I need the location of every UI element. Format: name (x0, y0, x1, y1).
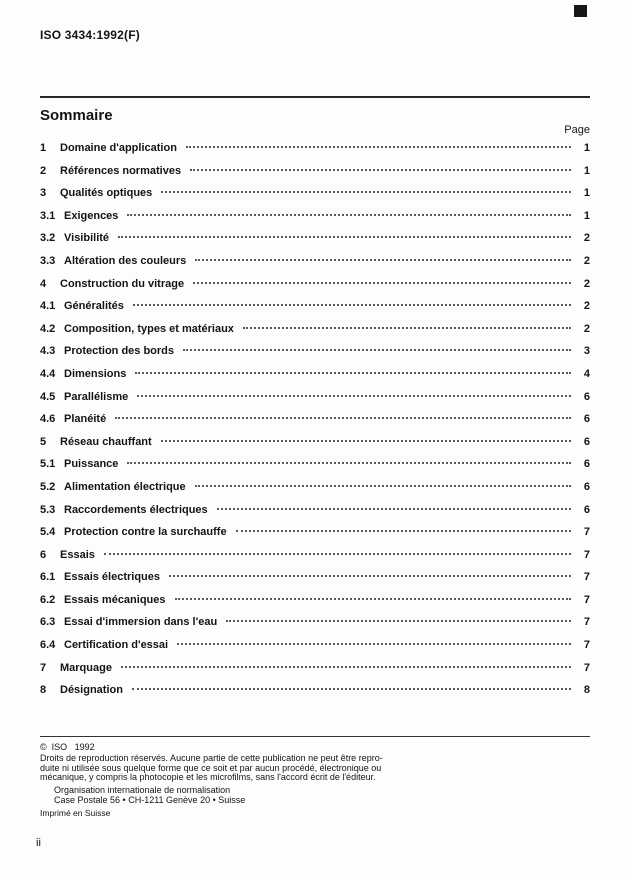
dot-leader (127, 214, 571, 216)
dot-leader (236, 530, 571, 532)
toc-entry-title: Protection des bords (64, 345, 175, 358)
document-reference: ISO 3434:1992(F) (40, 28, 140, 42)
toc-entry-title: Parallélisme (64, 390, 129, 403)
toc-row (40, 504, 590, 527)
dot-leader (177, 643, 571, 645)
toc-entry-number: 4.6 (40, 413, 56, 426)
toc-entry-page: 2 (583, 254, 590, 267)
toc-entry-title: Visibilité (64, 232, 110, 245)
toc-entry-title: Réseau chauffant (60, 435, 152, 448)
dot-leader (195, 259, 571, 261)
toc-entry-number: 3.2 (40, 232, 56, 245)
toc-entry-page: 6 (583, 435, 590, 448)
page-column-header: Page (564, 124, 590, 136)
toc-entry-number: 3.1 (40, 209, 56, 222)
toc-row (40, 436, 590, 459)
toc-entry-page: 7 (583, 526, 590, 539)
toc-entry-page: 6 (583, 390, 590, 403)
toc-entry-page: 6 (583, 458, 590, 471)
toc-entry-number: 3.3 (40, 254, 56, 267)
toc-entry-title: Puissance (64, 458, 119, 471)
toc-entry-number: 1 (40, 142, 47, 154)
footer-divider (40, 736, 590, 737)
toc-entry-page: 7 (583, 571, 590, 584)
toc-row (40, 300, 590, 323)
dot-leader (193, 282, 571, 284)
toc-entry-number: 4.5 (40, 390, 56, 403)
toc-entry-number: 6.1 (40, 571, 56, 584)
dot-leader (104, 553, 571, 555)
toc-entry-number: 3 (40, 187, 47, 200)
toc-entry-number: 7 (40, 661, 47, 674)
toc-row (40, 278, 590, 301)
toc-row (40, 323, 590, 346)
toc-entry-number: 5.4 (40, 526, 56, 539)
publisher-address: Case Postale 56 • CH-1211 Genève 20 • Suisse (54, 794, 246, 805)
toc-entry-title: Généralités (64, 300, 124, 313)
toc-entry-title: Altération des couleurs (64, 254, 187, 267)
toc-entry-page: 8 (583, 684, 590, 697)
dot-leader (243, 327, 571, 329)
toc-entry-page: 7 (583, 593, 590, 606)
toc-entry-title: Désignation (60, 684, 123, 697)
toc-entry-page: 2 (583, 232, 590, 245)
printed-in-note: Imprimé en Suisse (40, 807, 111, 818)
toc-entry-number: 6 (40, 548, 47, 561)
dot-leader (161, 191, 571, 193)
toc-row (40, 571, 590, 594)
toc-entry-title: Essais mécaniques (64, 593, 166, 606)
copyright-notice: © ISO 1992 (40, 742, 95, 752)
toc-entry-page: 1 (583, 209, 590, 222)
toc-entry-page: 2 (583, 277, 590, 290)
toc-entry-title: Domaine d'application (60, 142, 177, 154)
toc-entry-page: 7 (583, 639, 590, 652)
toc-entry-number: 8 (40, 684, 47, 697)
toc-entry-title: Composition, types et matériaux (64, 322, 234, 335)
dot-leader (133, 304, 571, 306)
toc-entry-page: 1 (583, 187, 590, 200)
toc-row (40, 142, 590, 165)
dot-leader (115, 417, 571, 419)
toc-entry-page: 6 (583, 480, 590, 493)
toc-entry-page: 2 (583, 322, 590, 335)
dot-leader (118, 236, 571, 238)
dot-leader (169, 575, 571, 577)
toc-entry-number: 5.1 (40, 458, 56, 471)
toc-heading: Sommaire (40, 107, 113, 124)
toc-entry-number: 2 (40, 164, 47, 177)
dot-leader (183, 349, 571, 351)
toc-entry-title: Dimensions (64, 367, 127, 380)
toc-row (40, 165, 590, 188)
toc-entry-title: Essais électriques (64, 571, 161, 584)
copyright-block (40, 743, 440, 819)
toc-entry-number: 5 (40, 435, 47, 448)
toc-entry-title: Qualités optiques (60, 187, 153, 200)
toc-entry-title: Références normatives (60, 164, 182, 177)
toc-row (40, 481, 590, 504)
dot-leader (161, 440, 571, 442)
toc-entry-title: Marquage (60, 661, 112, 674)
toc-entry-title: Exigences (64, 209, 119, 222)
toc-entry-number: 4.2 (40, 322, 56, 335)
toc-entry-number: 5.2 (40, 480, 56, 493)
toc-entry-number: 4.3 (40, 345, 56, 358)
toc-entry-page: 6 (583, 413, 590, 426)
toc-entry-number: 6.4 (40, 639, 56, 652)
toc-row (40, 368, 590, 391)
header-divider (40, 96, 590, 98)
toc-entry-title: Alimentation électrique (64, 480, 186, 493)
toc-row (40, 639, 590, 662)
toc-entry-number: 4 (40, 277, 47, 290)
toc-entry-page: 6 (583, 503, 590, 516)
toc-row (40, 684, 590, 707)
toc-entry-page: 2 (583, 300, 590, 313)
toc-entry-title: Certification d'essai (64, 639, 169, 652)
page-number: ii (36, 837, 41, 849)
dot-leader (121, 666, 571, 668)
toc-entry-title: Essais (60, 548, 95, 561)
toc-row (40, 255, 590, 278)
toc-entry-title: Construction du vitrage (60, 277, 185, 290)
rights-text-line: Droits de reproduction réservés. Aucune partie de cette publication ne peut être repro- (40, 752, 383, 763)
toc-entry-page: 7 (583, 616, 590, 629)
dot-leader (137, 395, 571, 397)
rights-text-line: mécanique, y compris la photocopie et les microfilms, sans l'accord écrit de l'éditeur. (40, 772, 376, 783)
corner-registration-mark (574, 5, 587, 17)
toc-row (40, 662, 590, 685)
toc-entry-page: 7 (583, 661, 590, 674)
toc-entry-page: 1 (583, 142, 590, 154)
toc-row (40, 232, 590, 255)
toc-entry-title: Raccordements électriques (64, 503, 208, 516)
toc-entry-number: 6.2 (40, 593, 56, 606)
dot-leader (226, 620, 571, 622)
dot-leader (190, 169, 571, 171)
toc-row (40, 187, 590, 210)
toc-row (40, 458, 590, 481)
toc-entry-number: 4.1 (40, 300, 56, 313)
dot-leader (217, 508, 571, 510)
toc-entry-title: Protection contre la surchauffe (64, 526, 227, 539)
toc-entry-page: 1 (583, 164, 590, 177)
table-of-contents (40, 142, 590, 707)
dot-leader (175, 598, 571, 600)
toc-row (40, 391, 590, 414)
toc-entry-number: 6.3 (40, 616, 56, 629)
toc-row (40, 549, 590, 572)
dot-leader (195, 485, 571, 487)
toc-entry-page: 3 (583, 345, 590, 358)
toc-row (40, 345, 590, 368)
toc-entry-title: Planéité (64, 413, 107, 426)
publisher-block (54, 786, 440, 806)
rights-text-line: duite ni utilisée sous quelque forme que ce soit et par aucun procédé, électronique ou (40, 762, 382, 773)
toc-entry-number: 4.4 (40, 367, 56, 380)
toc-entry-title: Essai d'immersion dans l'eau (64, 616, 218, 629)
toc-row (40, 210, 590, 233)
toc-entry-page: 4 (583, 367, 590, 380)
toc-entry-number: 5.3 (40, 503, 56, 516)
dot-leader (186, 146, 571, 148)
dot-leader (132, 688, 571, 690)
toc-row (40, 413, 590, 436)
dot-leader (135, 372, 571, 374)
dot-leader (127, 462, 571, 464)
toc-row (40, 616, 590, 639)
toc-row (40, 526, 590, 549)
toc-row (40, 594, 590, 617)
publisher-name: Organisation internationale de normalisation (54, 785, 231, 796)
toc-entry-page: 7 (583, 548, 590, 561)
